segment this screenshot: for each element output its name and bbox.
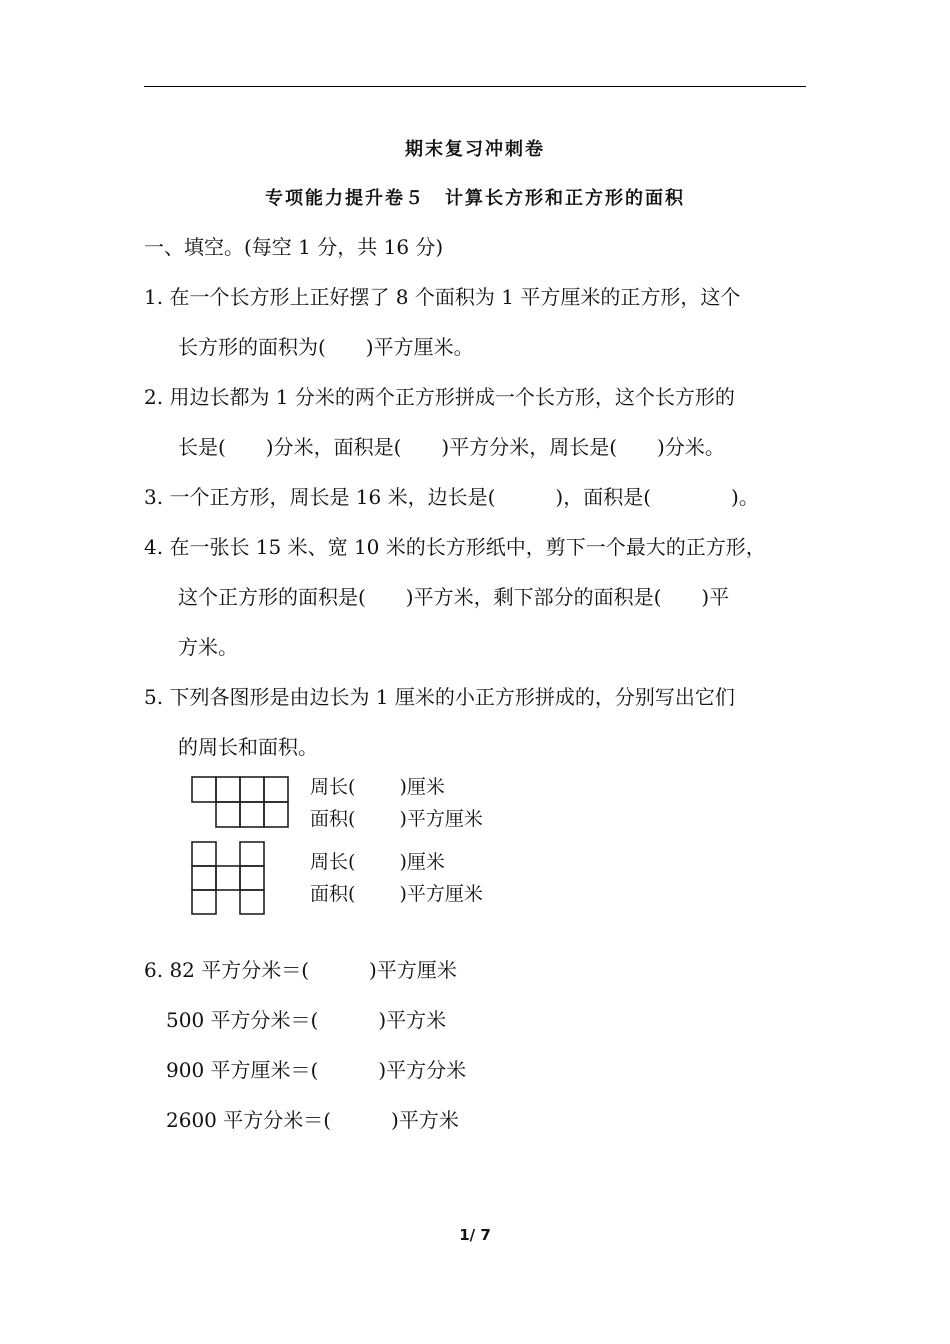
question-1-line-2: 长方形的面积为( )平方厘米。 [178,335,474,359]
question-1-line-1: 1. 在一个长方形上正好摆了 8 个面积为 1 平方厘米的正方形，这个 [144,285,741,309]
figure-1-perimeter: 周长( )厘米 [310,776,445,798]
question-4-line-1: 4. 在一张长 15 米、宽 10 米的长方形纸中，剪下一个最大的正方形， [144,535,766,559]
figure-2-perimeter: 周长( )厘米 [310,851,445,873]
section-heading: 一、填空。(每空 1 分，共 16 分) [144,235,444,259]
question-2-line-2: 长是( )分米，面积是( )平方分米，周长是( )分米。 [178,435,725,459]
question-5-line-2: 的周长和面积。 [178,735,318,759]
header-rule [144,86,806,87]
figure-1-area: 面积( )平方厘米 [310,808,483,830]
question-6-line-2: 500 平方分米＝( )平方米 [166,1008,447,1032]
question-4-line-3: 方米。 [178,635,238,659]
grid-figure-2 [188,838,268,918]
question-4-line-2: 这个正方形的面积是( )平方米，剩下部分的面积是( )平 [178,585,730,609]
question-2-line-1: 2. 用边长都为 1 分米的两个正方形拼成一个长方形，这个长方形的 [144,385,735,409]
figure-2-area: 面积( )平方厘米 [310,883,483,905]
question-6-line-3: 900 平方厘米＝( )平方分米 [166,1058,467,1082]
question-6-line-4: 2600 平方分米＝( )平方米 [166,1108,459,1132]
exam-title: 期末复习冲刺卷 [405,139,545,160]
question-6-line-1: 6. 82 平方分米＝( )平方厘米 [144,958,457,982]
page-number: 1/ 7 [459,1226,491,1244]
grid-figure-1 [188,774,292,830]
question-5-line-1: 5. 下列各图形是由边长为 1 厘米的小正方形拼成的，分别写出它们 [144,685,735,709]
question-3-line-1: 3. 一个正方形，周长是 16 米，边长是( )，面积是( )。 [144,485,759,509]
exam-subtitle: 专项能力提升卷５ 计算长方形和正方形的面积 [265,188,685,209]
